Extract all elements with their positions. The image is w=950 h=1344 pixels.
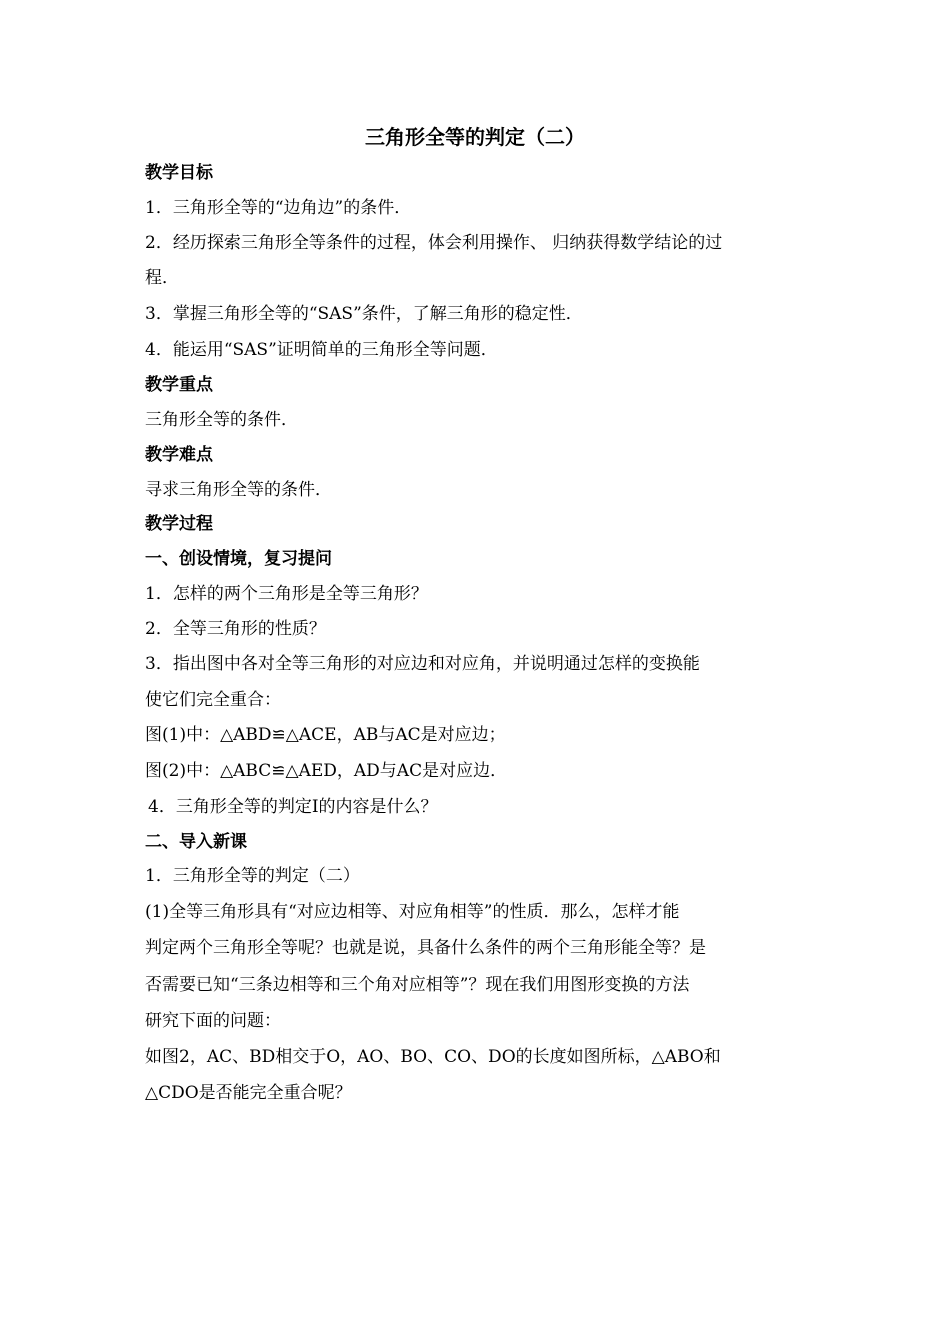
goal-item-3: 3．掌握三角形全等的“SAS”条件，了解三角形的稳定性． — [145, 304, 583, 324]
review-question-3-cont: 使它们完全重合： — [145, 690, 281, 710]
new-lesson-item-1: 1．三角形全等的判定（二） — [145, 866, 360, 886]
goal-item-2-cont: 程． — [145, 268, 179, 288]
review-question-4: 4．三角形全等的判定Ⅰ的内容是什么？ — [148, 797, 438, 817]
new-lesson-paragraph-line-4: 研究下面的问题： — [145, 1011, 281, 1031]
figure-1-answer: 图(1)中：△ABD≌△ACE，AB与AC是对应边； — [145, 725, 506, 745]
subsection-heading-review: 一、创设情境，复习提问 — [145, 549, 332, 569]
section-heading-difficulties: 教学难点 — [145, 445, 213, 465]
figure-2-answer: 图(2)中：△ABC≌△AED，AD与AC是对应边． — [145, 761, 508, 781]
review-question-2: 2．全等三角形的性质？ — [145, 619, 326, 639]
goal-item-4: 4．能运用“SAS”证明简单的三角形全等问题． — [145, 340, 498, 360]
problem-statement-line-1: 如图2，AC、BD相交于O，AO、BO、CO、DO的长度如图所标，△ABO和 — [145, 1047, 721, 1067]
new-lesson-paragraph-line-1: (1)全等三角形具有“对应边相等、对应角相等”的性质．那么，怎样才能 — [145, 902, 680, 922]
new-lesson-paragraph-line-3: 否需要已知“三条边相等和三个角对应相等”？现在我们用图形变换的方法 — [145, 975, 690, 995]
new-lesson-paragraph-line-2: 判定两个三角形全等呢？也就是说，具备什么条件的两个三角形能全等？是 — [145, 938, 706, 958]
subsection-heading-new-lesson: 二、导入新课 — [145, 832, 247, 852]
section-heading-teaching-goals: 教学目标 — [145, 163, 213, 183]
goal-item-1: 1．三角形全等的“边角边”的条件． — [145, 198, 412, 218]
goal-item-2: 2．经历探索三角形全等条件的过程，体会利用操作、 归纳获得数学结论的过 — [145, 233, 723, 253]
difficulty-text: 寻求三角形全等的条件． — [145, 480, 332, 500]
section-heading-process: 教学过程 — [145, 514, 213, 534]
review-question-1: 1．怎样的两个三角形是全等三角形？ — [145, 584, 428, 604]
problem-statement-line-2: △CDO是否能完全重合呢？ — [145, 1083, 352, 1103]
section-heading-key-points: 教学重点 — [145, 375, 213, 395]
review-question-3: 3．指出图中各对全等三角形的对应边和对应角，并说明通过怎样的变换能 — [145, 654, 700, 674]
key-point-text: 三角形全等的条件． — [145, 410, 298, 430]
page-title: 三角形全等的判定（二） — [365, 125, 585, 149]
